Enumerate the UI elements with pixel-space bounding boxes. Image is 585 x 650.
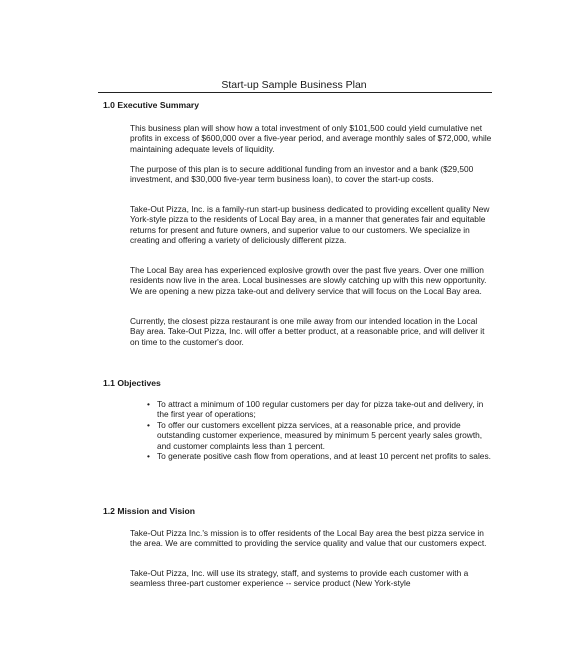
document-title: Start-up Sample Business Plan xyxy=(221,79,367,91)
mission-vision-paragraph: Take-Out Pizza Inc.'s mission is to offer residents of the Local Bay area the best pizza service in the area. We are committed to providing the service quality and value that our customers expect. xyxy=(130,528,487,549)
executive-summary-paragraph: The Local Bay area has experienced explosive growth over the past five years. Over one million residents now live in the area. Local businesses are slowly catching up with this new opportunity. We are opening a new pizza take-out and delivery service that will focus on the Local Bay area. xyxy=(130,265,487,296)
bullet-icon: • xyxy=(147,399,150,409)
executive-summary-paragraph: Take-Out Pizza, Inc. is a family-run start-up business dedicated to providing excellent quality New York-style pizza to the residents of Local Bay area, in a manner that generates fair and equitable returns for present and future owners, and superior value to our customers. We specialize in creating and offering a variety of deliciously different pizza. xyxy=(130,204,490,246)
list-item xyxy=(130,451,492,461)
objective-text: To generate positive cash flow from operations, and at least 10 percent net profits to sales. xyxy=(157,451,491,462)
mission-vision-paragraph: Take-Out Pizza, Inc. will use its strategy, staff, and systems to provide each customer with a seamless three-part customer experience -- service product (New York-style xyxy=(130,568,469,589)
list-item xyxy=(130,399,492,420)
list-item xyxy=(130,420,492,451)
heading-executive-summary: 1.0 Executive Summary xyxy=(103,100,200,110)
objectives-list xyxy=(130,399,492,461)
bullet-icon: • xyxy=(147,419,150,430)
executive-summary-paragraph: This business plan will show how a total investment of only $101,500 could yield cumulative net profits in excess of $600,000 over a five-year period, and average monthly sales of $72,000, while maintaining adequate levels of liquidity. xyxy=(130,123,492,154)
objective-text: To attract a minimum of 100 regular customers per day for pizza take-out and delivery, in the first year of operations; xyxy=(157,399,484,420)
executive-summary-paragraph: The purpose of this plan is to secure additional funding from an investor and a bank ($29,500 investment, and $30,000 five-year term business loan), to cover the start-up costs. xyxy=(130,164,474,185)
heading-objectives: 1.1 Objectives xyxy=(103,378,161,388)
bullet-icon: • xyxy=(147,451,150,462)
objective-text: To offer our customers excellent pizza services, at a reasonable price, and provide outstanding customer experience, measured by minimum 5 percent yearly sales growth, and customer complaints less than 1 percent. xyxy=(157,419,483,451)
heading-mission-vision: 1.2 Mission and Vision xyxy=(103,506,196,516)
executive-summary-paragraph: Currently, the closest pizza restaurant is one mile away from our intended location in the Local Bay area. Take-Out Pizza, Inc. will offer a better product, at a reasonable price, and will deliver it on time to the customer's door. xyxy=(130,316,485,347)
title-divider xyxy=(98,92,492,93)
